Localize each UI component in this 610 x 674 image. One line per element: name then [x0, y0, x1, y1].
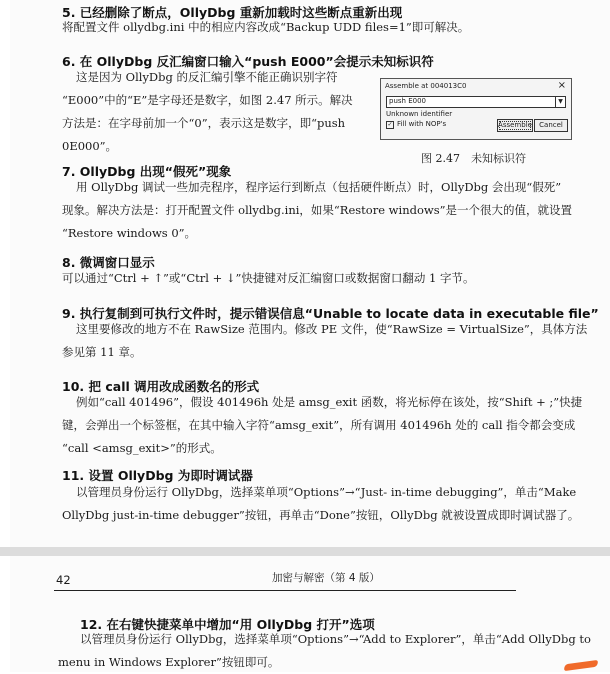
section-8-body — [62, 267, 475, 290]
text-line: 以管理员身份运行 OllyDbg，选择菜单项“Options”→“Add to Explorer”，单击“Add OllyDbg to — [80, 632, 591, 646]
text-line: 这里要修改的地方不在 RawSize 范围内。修改 PE 文件，使“RawSize = VirtualSize”，具体方法 — [76, 322, 588, 336]
section-11-heading: 11. 设置 OllyDbg 为即时调试器 — [62, 468, 253, 483]
section-12-body — [58, 628, 591, 674]
section-8-heading: 8. 微调窗口显示 — [62, 255, 155, 270]
fill-nops-checkbox[interactable] — [386, 120, 446, 129]
cancel-button[interactable]: Cancel — [534, 119, 568, 132]
text-line: 方法是：在字母前加一个“0”，表示这是数字，即“push — [62, 116, 346, 130]
assemble-dialog — [380, 78, 572, 140]
section-11-body — [62, 481, 579, 527]
text-line: “call <amsg_exit>”的形式。 — [62, 441, 222, 455]
text-line: OllyDbg just-in-time debugger”按钮，再单击“Done”按钮，OllyDbg 就被设置成即时调试器了。 — [62, 508, 580, 522]
header-rule — [54, 590, 516, 591]
section-5-heading: 5. 已经删除了断点，OllyDbg 重新加载时这些断点重新出现 — [62, 5, 403, 20]
text-line: 0E000”。 — [62, 139, 118, 153]
chevron-down-icon[interactable]: ▼ — [555, 97, 565, 107]
text-line: 键，会弹出一个标签框，在其中输入字符“amsg_exit”，所有调用 401496h 处的 call 指令都会变成 — [62, 418, 576, 432]
section-10-body — [62, 391, 582, 460]
checkbox-label: Fill with NOP's — [397, 120, 447, 128]
text-line: 用 OllyDbg 调试一些加壳程序，程序运行到断点（包括硬件断点）时，OllyDbg 会出现“假死” — [76, 180, 562, 194]
section-6-body — [62, 66, 353, 158]
running-title: 加密与解密（第 4 版） — [272, 572, 380, 584]
page-separator — [0, 547, 610, 556]
text-line: 可以通过“Ctrl + ↑”或“Ctrl + ↓”快捷键对反汇编窗口或数据窗口翻动 1 字节。 — [62, 271, 475, 285]
text-line: 现象。解决方法是：打开配置文件 ollydbg.ini，如果“Restore windows”是一个很大的值，就设置 — [62, 203, 573, 217]
section-6-heading: 6. 在 OllyDbg 反汇编窗口输入“push E000”会提示未知标识符 — [62, 54, 434, 69]
section-9-body — [62, 318, 587, 364]
section-5-body — [62, 16, 469, 39]
section-7-body — [62, 176, 572, 245]
text-line: menu in Windows Explorer”按钮即可。 — [58, 655, 280, 669]
section-7-heading: 7. OllyDbg 出现“假死”现象 — [62, 164, 232, 179]
assemble-button[interactable]: Assemble — [497, 119, 533, 132]
close-icon[interactable]: × — [557, 80, 566, 91]
dialog-title: Assemble at 004013C0 — [385, 82, 467, 90]
assemble-input[interactable] — [386, 96, 566, 108]
checkbox-check-icon[interactable]: ✓ — [387, 121, 393, 128]
section-12-heading: 12. 在右键快捷菜单中增加“用 OllyDbg 打开”选项 — [80, 617, 375, 632]
text-line: 这是因为 OllyDbg 的反汇编引擎不能正确识别字符 — [76, 70, 338, 84]
text-line: 以管理员身份运行 OllyDbg，选择菜单项“Options”→“Just- in-time debugging”，单击“Make — [76, 485, 577, 499]
text-line: 参见第 11 章。 — [62, 345, 142, 359]
section-10-heading: 10. 把 call 调用改成函数名的形式 — [62, 379, 260, 394]
figure-caption: 图 2.47 未知标识符 — [421, 152, 526, 165]
assemble-input-value: push E000 — [389, 97, 426, 105]
page-number: 42 — [56, 573, 71, 587]
text-line: “E000”中的“E”是字母还是数字，如图 2.47 所示。解决 — [62, 93, 353, 107]
text-line: 例如“call 401496”，假设 401496h 处是 amsg_exit 函数，将光标停在该处，按“Shift + ;”快捷 — [76, 395, 583, 409]
text-line: 将配置文件 ollydbg.ini 中的相应内容改成“Backup UDD files=1”即可解决。 — [62, 20, 470, 34]
text-line: “Restore windows 0”。 — [62, 226, 197, 240]
error-message: Unknown identifier — [386, 110, 453, 118]
section-9-heading: 9. 执行复制到可执行文件时，提示错误信息“Unable to locate data in executable file” — [62, 306, 599, 321]
